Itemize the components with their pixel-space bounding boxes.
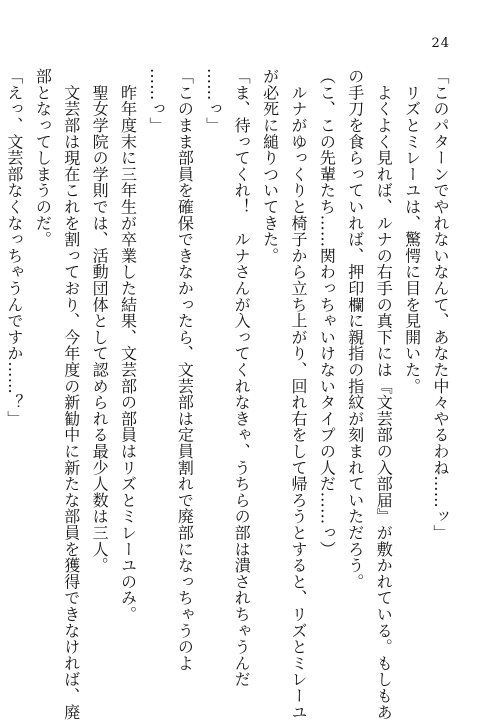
text-line: ルナがゆっくりと椅子から立ち上がり、回れ右をして帰ろうとすると、リズとミレーユ <box>288 68 308 720</box>
text-line: が必死に縋りついてきた。 <box>260 68 280 264</box>
text-line: 昨年度末に三年生が卒業した結果、文芸部の部員はリズとミレーユのみ。 <box>118 68 138 623</box>
text-line: 聖女学院の学則では、活動団体として認められる最少人数は三人。 <box>90 68 110 574</box>
page-number: 24 <box>431 36 450 51</box>
text-line: 部となってしまうのだ。 <box>33 68 53 248</box>
text-line: 「えっ、文芸部なくなっちゃうんですか……？」 <box>4 68 24 427</box>
text-line: 「ま、待ってくれ！ ルナさんが入ってくれなきゃ、うちらの部は潰されちゃうんだ <box>232 68 252 688</box>
text-line: 文芸部は現在これを割っており、今年度の新勧中に新たな部員を獲得できなければ、廃 <box>61 68 81 720</box>
text-line: 「このまま部員を確保できなかったら、文芸部は定員割れで廃部になっちゃうのよ <box>175 68 195 672</box>
text-line: の手刀を食らっていれば、押印欄に親指の指紋が刻まれていただろう。 <box>345 68 365 590</box>
text-line: ……っ」 <box>146 68 166 134</box>
text-line: （こ、この先輩たち……関わっちゃいけないタイプの人だ……っ） <box>317 68 337 557</box>
text-line: リズとミレーユは、驚愕に目を見開いた。 <box>402 68 422 394</box>
text-line: 「このパターンでやれないなんて、あなた中々やるわね……ッ」 <box>431 68 450 541</box>
text-line: よくよく見れば、ルナの右手の真下には『文芸部の入部届』が敷かれている。もしもあ <box>374 68 394 720</box>
text-line: ……っ」 <box>203 68 223 134</box>
vertical-text-body <box>4 68 454 720</box>
